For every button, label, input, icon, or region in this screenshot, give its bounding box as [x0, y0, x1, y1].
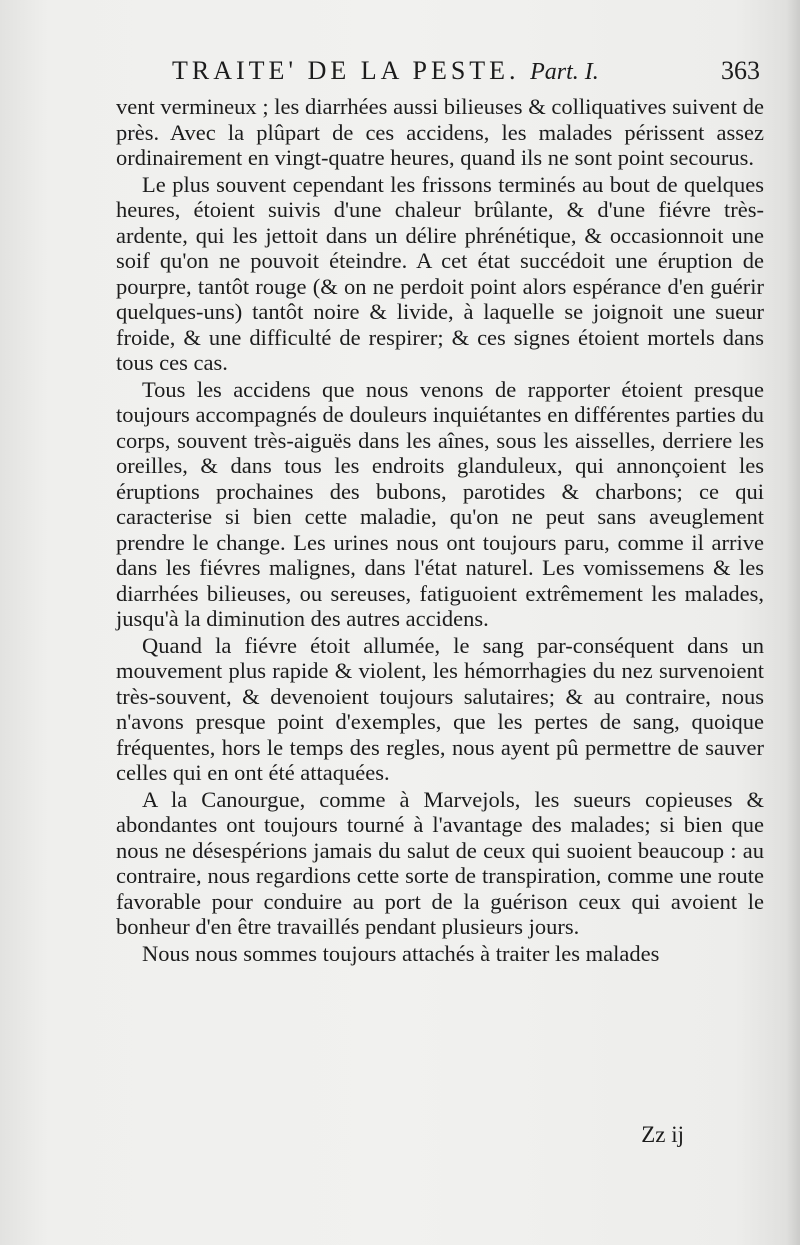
- paragraph-5: A la Canourgue, comme à Marvejols, les sueurs copieuses & abondantes ont toujours tourné à l'avantage des malades; si bien que nous ne désespérions jamais du salut de ceux qui suoient beaucoup : au contraire, nous regardions cette sorte de transpiration, comme une route favorable pour conduire au port de la guérison ceux qui avoient le bonheur d'en être travaillés pendant plusieurs jours.: [116, 786, 764, 939]
- body-text: [116, 94, 764, 967]
- signature-mark: Zz ij: [641, 1122, 684, 1147]
- paragraph-2: Le plus souvent cependant les frissons terminés au bout de quelques heures, étoient suivis d'une chaleur brûlante, & d'une fiévre très-ardente, qui les jettoit dans un délire phrénétique, & occasionnoit une soif qu'on ne pouvoit éteindre. A cet état succédoit une éruption de pourpre, tantôt rouge (& on ne perdoit point alors espérance d'en guérir quelques-uns) tantôt noire & livide, à laquelle se joignoit une sueur froide, & une difficulté de respirer; & ces signes étoient mortels dans tous ces cas.: [116, 171, 764, 375]
- paragraph-3: Tous les accidens que nous venons de rapporter étoient presque toujours accompagnés de douleurs inquiétantes en différentes parties du corps, souvent très-aiguës dans les aînes, sous les aisselles, derriere les oreilles, & dans tous les endroits glanduleux, qui annonçoient les éruptions prochaines des bubons, parotides & charbons; ce qui caracterise si bien cette maladie, qu'on ne peut sans aveuglement prendre le change. Les urines nous ont toujours paru, comme il arrive dans les fiévres malignes, dans l'état naturel. Les vomissemens & les diarrhées bilieuses, ou sereuses, fatiguoient extrêmement les malades, jusqu'à la diminution des autres accidens.: [116, 376, 764, 631]
- running-title: TRAITE' DE LA PESTE. Part. I.: [172, 56, 599, 85]
- paragraph-4: Quand la fiévre étoit allumée, le sang par-conséquent dans un mouvement plus rapide & violent, les hémorrhagies du nez survenoient très-souvent, & devenoient toujours salutaires; & au contraire, nous n'avons presque point d'exemples, que les pertes de sang, quoique fréquentes, hors le temps des regles, nous ayent pû permettre de sauver celles qui en ont été attaquées.: [116, 632, 764, 785]
- paragraph-1: vent vermineux ; les diarrhées aussi bilieuses & colliquatives suivent de près. Avec la plûpart de ces accidens, les malades périssent assez ordinairement en vingt-quatre heures, quand ils ne sont point secourus.: [116, 94, 764, 170]
- page-number: 363: [721, 56, 760, 85]
- page-edge-shadow: [786, 0, 800, 1245]
- paragraph-6: Nous nous sommes toujours attachés à traiter les malades: [142, 940, 660, 966]
- page-footer: [116, 1122, 764, 1152]
- running-header: [172, 56, 772, 90]
- part-label: Part. I.: [530, 59, 599, 85]
